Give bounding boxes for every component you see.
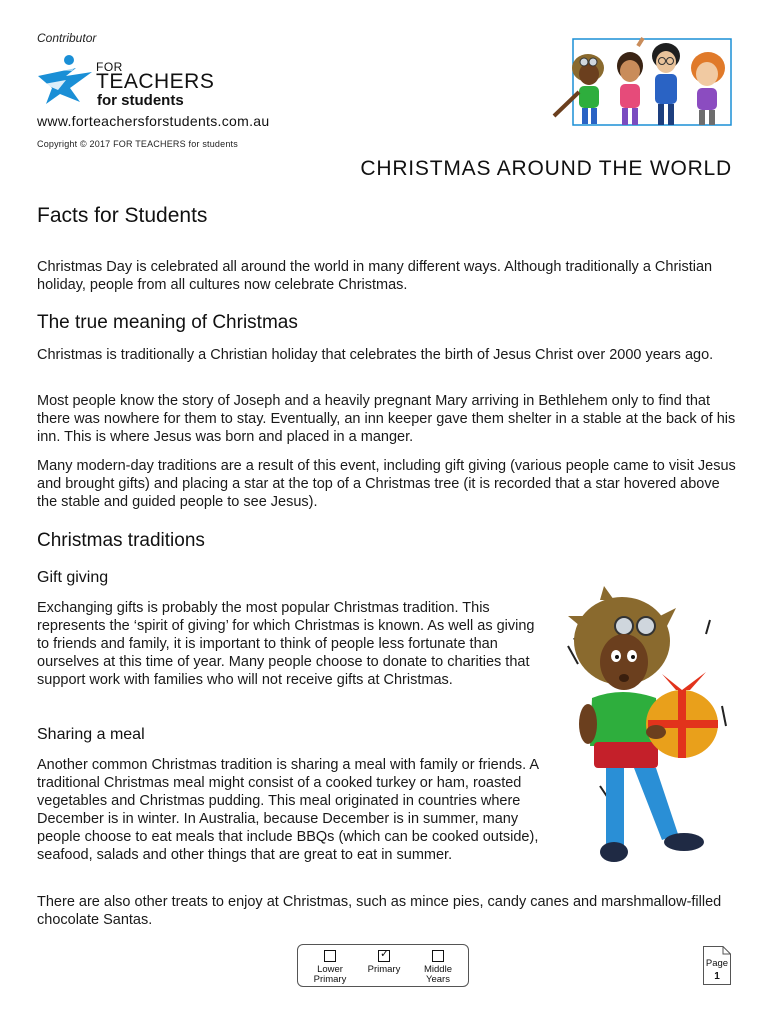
copyright-text: Copyright © 2017 FOR TEACHERS for students bbox=[37, 139, 238, 149]
gift-giving-paragraph: Exchanging gifts is probably the most popular Christmas tradition. This represents the ‘spirit of giving’ for which Christmas is known. As well as giving to friends and family, it is important to think of people less fortunate than ourselves at this time of year. Many people choose to donate to charities that support work with families who will not receive gifts at Christmas. bbox=[37, 600, 535, 688]
sharing-meal-paragraph: Another common Christmas tradition is sharing a meal with family or friends. A traditional Christmas meal might consist of a cooked turkey or ham, roasted vegetables and Christmas pudding. This meal originated in countries where December is in winter. In Australia, because December is in summer, many people choose to eat meals that include BBQs (which can be cooked outside), seafood, salads and other things that are great to eat in summer. bbox=[37, 757, 539, 863]
logo-figure-icon bbox=[36, 54, 94, 106]
true-meaning-paragraph-2: Most people know the story of Joseph and a heavily pregnant Mary arriving in Bethlehem only to find that there was nowhere for them to stay. Eventually, an inn keeper gave them shelter in a stable at the back of his inn. This is where Jesus was born and placed in a manger. bbox=[37, 393, 736, 445]
page-number: 1 bbox=[714, 971, 720, 982]
header-kids-illustration bbox=[548, 36, 734, 130]
checkbox-icon[interactable] bbox=[432, 950, 444, 962]
level-label-line2: Primary bbox=[313, 974, 347, 985]
page-indicator bbox=[703, 946, 731, 985]
document-title: CHRISTMAS AROUND THE WORLD bbox=[360, 157, 732, 180]
level-lower-primary[interactable] bbox=[301, 950, 359, 985]
checkbox-icon[interactable] bbox=[324, 950, 336, 962]
page-heading: Facts for Students bbox=[37, 204, 208, 227]
level-label-line2: Years bbox=[426, 974, 450, 985]
section-heading-true-meaning: The true meaning of Christmas bbox=[37, 312, 298, 333]
boy-with-gift-illustration bbox=[560, 586, 732, 878]
level-label-line1: Primary bbox=[367, 964, 401, 975]
true-meaning-paragraph-3: Many modern-day traditions are a result of this event, including gift giving (various people came to visit Jesus and brought gifts) and placing a star at the top of a Christmas tree (it is recorded that a star hovered above the stable and guided people to see Jesus). bbox=[37, 458, 736, 510]
logo-students-text: for students bbox=[97, 92, 184, 109]
level-middle-years[interactable] bbox=[409, 950, 467, 985]
checkbox-icon[interactable] bbox=[378, 950, 390, 962]
checkmark-icon: ✓ bbox=[380, 948, 390, 960]
logo-for-text: FOR bbox=[96, 60, 123, 74]
year-level-box bbox=[297, 944, 469, 987]
level-primary[interactable] bbox=[355, 950, 413, 975]
level-label-line1: Lower bbox=[317, 964, 343, 975]
true-meaning-paragraph-1: Christmas is traditionally a Christian holiday that celebrates the birth of Jesus Christ over 2000 years ago. bbox=[37, 347, 714, 363]
logo-teachers-text: TEACHERS bbox=[96, 70, 215, 93]
intro-paragraph: Christmas Day is celebrated all around the world in many different ways. Although traditionally a Christian holiday, people from all cultures now celebrate Christmas. bbox=[37, 259, 713, 293]
level-label-line1: Middle bbox=[424, 964, 452, 975]
contributor-label: Contributor bbox=[37, 31, 97, 45]
subheading-gift-giving: Gift giving bbox=[37, 569, 109, 586]
treats-paragraph: There are also other treats to enjoy at Christmas, such as mince pies, candy canes and marshmallow-filled chocolate Santas. bbox=[37, 894, 722, 928]
subheading-sharing-meal: Sharing a meal bbox=[37, 726, 145, 743]
website-link[interactable]: www.forteachersforstudents.com.au bbox=[37, 113, 270, 129]
page-label: Page bbox=[705, 958, 729, 969]
site-logo[interactable] bbox=[36, 54, 236, 114]
section-heading-traditions: Christmas traditions bbox=[37, 530, 205, 551]
